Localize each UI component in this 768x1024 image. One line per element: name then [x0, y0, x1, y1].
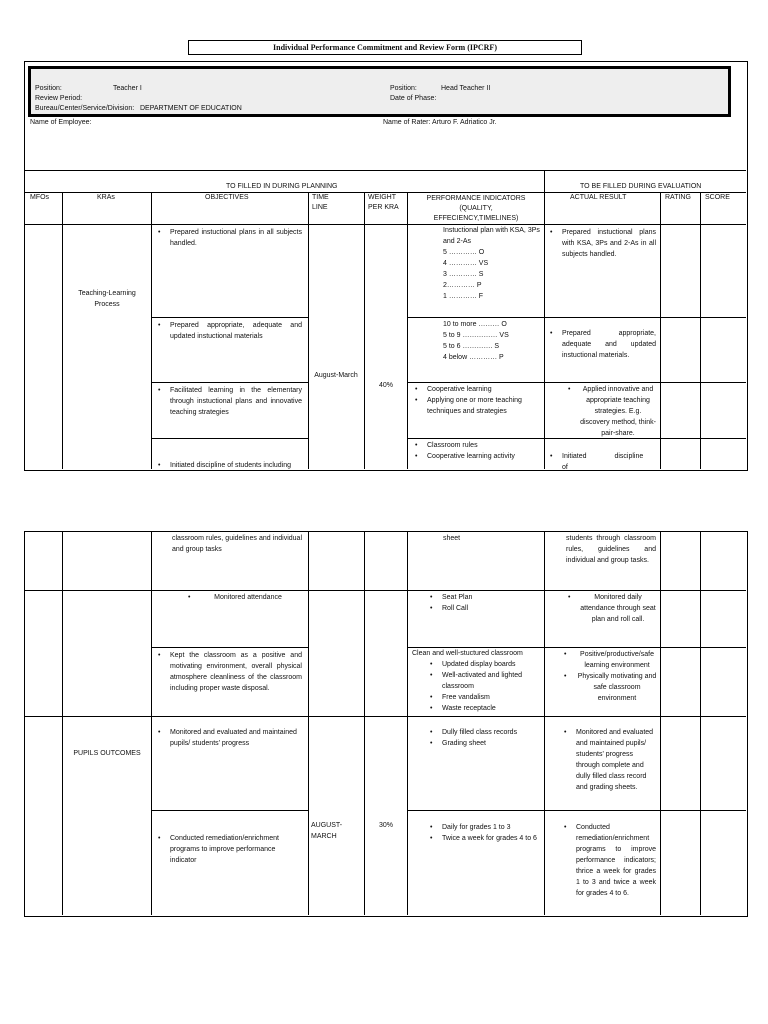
indicator-item: • Cooperative learning	[413, 384, 541, 395]
scale-item: 1 ………… F	[443, 293, 484, 300]
timeline-header: LINE	[312, 204, 328, 211]
planning-header: TO FILLED IN DURING PLANNING	[226, 183, 338, 190]
objective-list	[156, 385, 302, 418]
indicators-header-line: (QUALITY,	[459, 205, 493, 212]
timeline-august-march-2: AUGUST-MARCH	[311, 822, 343, 840]
objective-item: • Kept the classroom as a positive and motivating environment, overall physical atmosphere cleanliness of the classroom including proper waste disposal.	[156, 650, 302, 694]
actual-result-list	[548, 328, 656, 361]
date-of-phase-label: Date of Phase:	[390, 95, 437, 102]
rater-name-value: Arturo F. Adriatico Jr.	[432, 119, 497, 126]
grid-line	[700, 192, 701, 469]
indicators-header-line: PERFORMANCE INDICATORS	[426, 195, 526, 202]
indicator-item: • Waste receptacle	[428, 703, 540, 714]
actual-result-item: • Physically motivating and safe classroom environment	[562, 671, 658, 704]
grid-line	[544, 531, 545, 915]
grid-line	[407, 317, 746, 318]
grid-line	[62, 531, 63, 915]
actual-result-item: • Prepared instuctional plans with KSA, 3Ps and 2-As in all subjects handled.	[548, 227, 656, 260]
scale-item: 10 to more ……… O	[443, 321, 507, 328]
objectives-header: OBJECTIVES	[205, 194, 249, 201]
actual-result-list	[548, 227, 656, 260]
grid-line	[407, 382, 746, 383]
grid-line	[24, 224, 746, 225]
rater-name-label: Name of Rater:	[383, 119, 431, 126]
actual-result-item	[548, 451, 656, 473]
objective-item: • Prepared instuctional plans in all subjects handled.	[156, 227, 302, 249]
objective-item: • Monitored attendance	[186, 592, 296, 603]
grid-line	[62, 192, 63, 469]
grid-line	[407, 192, 408, 469]
position-value: Teacher I	[113, 85, 142, 92]
indicator-list	[428, 822, 540, 844]
actual-result-list	[566, 592, 656, 625]
objective-list	[156, 650, 302, 694]
score-header: SCORE	[705, 194, 730, 201]
grid-line	[24, 590, 746, 591]
grid-line	[407, 810, 746, 811]
indicator-item: • Daily for grades 1 to 3	[428, 822, 540, 833]
actual-result-header: ACTUAL RESULT	[570, 194, 627, 201]
indicator-item: • Twice a week for grades 4 to 6	[428, 833, 540, 844]
indicator-item: • Dully filled class records	[428, 727, 540, 738]
objective-list	[156, 727, 302, 749]
grid-line	[700, 531, 701, 915]
indicator-list	[428, 592, 538, 614]
objective-continuation: classroom rules, guidelines and individual and group tasks	[172, 535, 302, 553]
weight-header: PER KRA	[368, 204, 399, 211]
actual-result-item: • Monitored daily attendance through seat plan and roll call.	[566, 592, 656, 625]
form-title: Individual Performance Commitment and Review Form (IPCRF)	[188, 40, 582, 55]
indicator-item: • Applying one or more teaching techniques and strategies	[413, 395, 541, 417]
actual-result-list	[566, 384, 656, 439]
grid-line	[660, 531, 661, 915]
grid-line	[24, 716, 746, 717]
indicators-header	[408, 194, 544, 224]
grid-line	[151, 382, 308, 383]
weight-30: 30%	[378, 822, 393, 829]
scale-item: 4 below ………… P	[443, 354, 504, 361]
indicator-item: • Cooperative learning activity	[413, 451, 541, 462]
kras-header: KRAs	[97, 194, 115, 201]
scale-item: 5 ………… O	[443, 249, 485, 256]
grid-line	[24, 192, 746, 193]
position-label: Position:	[35, 85, 62, 92]
indicator-item: • Well-activated and lighted classroom	[428, 670, 540, 692]
actual-result-item: • Monitored and evaluated and maintained pupils/ students' progress through complete and dully filled class record and grading sheets.	[562, 727, 656, 793]
grid-line	[151, 810, 308, 811]
grid-line	[364, 531, 365, 915]
grid-line	[407, 531, 408, 915]
indicator-list	[413, 384, 541, 417]
bureau-label: Bureau/Center/Service/Division:	[35, 105, 135, 112]
actual-result-list	[562, 822, 656, 899]
indicator-item: • Classroom rules	[413, 440, 541, 451]
actual-result-continuation: students through classroom rules, guidelines and individual and group tasks.	[566, 535, 656, 564]
grid-line	[151, 647, 308, 648]
objective-list	[156, 320, 302, 342]
indicator-list	[428, 727, 540, 749]
indicator-item: • Roll Call	[428, 603, 538, 614]
objective-list	[156, 460, 306, 471]
scale-item: 4 ………… VS	[443, 260, 489, 267]
scale-item: 5 to 9 …………… VS	[443, 332, 509, 339]
actual-result-item: • Positive/productive/safe learning environment	[562, 649, 658, 671]
indicator-item: • Updated display boards	[428, 659, 540, 670]
objective-list	[186, 592, 296, 603]
grid-line	[24, 170, 746, 171]
grid-line	[151, 317, 308, 318]
employee-name-label: Name of Employee:	[30, 119, 92, 126]
grid-line	[544, 192, 545, 469]
actual-result-item: • Conducted remediation/enrichment programs to improve performance indicators; thrice a week for grades 1 to 3 and twice a week for grades 4 to 6.	[562, 822, 656, 899]
actual-result-list	[562, 649, 658, 704]
grid-line	[151, 531, 152, 915]
rater-position-value: Head Teacher II	[441, 85, 491, 92]
indicator-item: • Free vandalism	[428, 692, 540, 703]
actual-result-item: • Applied innovative and appropriate teaching strategies. E.g. discovery method, think-pair-share.	[566, 384, 656, 439]
rating-header: RATING	[665, 194, 691, 201]
grid-line	[151, 438, 308, 439]
kra-pupils-outcomes: PUPILS OUTCOMES	[73, 750, 141, 757]
timeline-header: TIME	[312, 194, 329, 201]
scale-item: 5 to 6 …………. S	[443, 343, 500, 350]
grid-line	[308, 192, 309, 469]
actual-result-item: • Prepared appropriate, adequate and updated instuctional materials.	[548, 328, 656, 361]
scale-item: 3 ………… S	[443, 271, 484, 278]
weight-header: WEIGHT	[368, 194, 396, 201]
indicator-list	[428, 659, 540, 714]
objective-item: • Monitored and evaluated and maintained pupils/ students' progress	[156, 727, 302, 749]
mfos-header: MFOs	[30, 194, 50, 201]
objective-item: • Facilitated learning in the elementary through instuctional plans and innovative teaching strategies	[156, 385, 302, 418]
rater-position-label: Position:	[390, 85, 417, 92]
grid-line	[544, 170, 545, 192]
grid-line	[660, 192, 661, 469]
grid-line	[151, 192, 152, 469]
indicator-intro: Instuctional plan with KSA, 3Ps and 2-As	[443, 227, 540, 245]
indicator-continuation: sheet	[443, 535, 461, 542]
grid-line	[364, 192, 365, 469]
grid-line	[308, 531, 309, 915]
objective-list	[156, 833, 296, 866]
indicator-list	[413, 440, 541, 462]
timeline-august-march: August-March	[314, 372, 358, 379]
indicators-header-line: EFFECIENCY,TIMELINES)	[433, 215, 519, 222]
objective-list	[156, 227, 302, 249]
objective-item: • Prepared appropriate, adequate and updated instuctional materials	[156, 320, 302, 342]
bureau-value: DEPARTMENT OF EDUCATION	[140, 105, 242, 112]
kra-teaching-learning: Teaching-Learning Process	[78, 290, 136, 308]
weight-40: 40%	[378, 382, 393, 389]
scale-item: 2………… P	[443, 282, 482, 289]
objective-item: • Conducted remediation/enrichment programs to improve performance indicator	[156, 833, 296, 866]
indicator-item: • Grading sheet	[428, 738, 540, 749]
actual-result-list	[562, 727, 656, 793]
indicator-block	[443, 319, 543, 363]
indicator-item: • Seat Plan	[428, 592, 538, 603]
review-period-label: Review Period:	[35, 95, 83, 102]
indicator-intro: Clean and well-stuctured classroom	[412, 650, 523, 657]
evaluation-header: TO BE FILLED DURING EVALUATION	[580, 183, 702, 190]
actual-result-text: Initiated discipline of	[562, 453, 644, 471]
indicator-block	[443, 225, 543, 302]
actual-result-list	[548, 451, 656, 473]
objective-item: • Initiated discipline of students including	[156, 460, 306, 471]
